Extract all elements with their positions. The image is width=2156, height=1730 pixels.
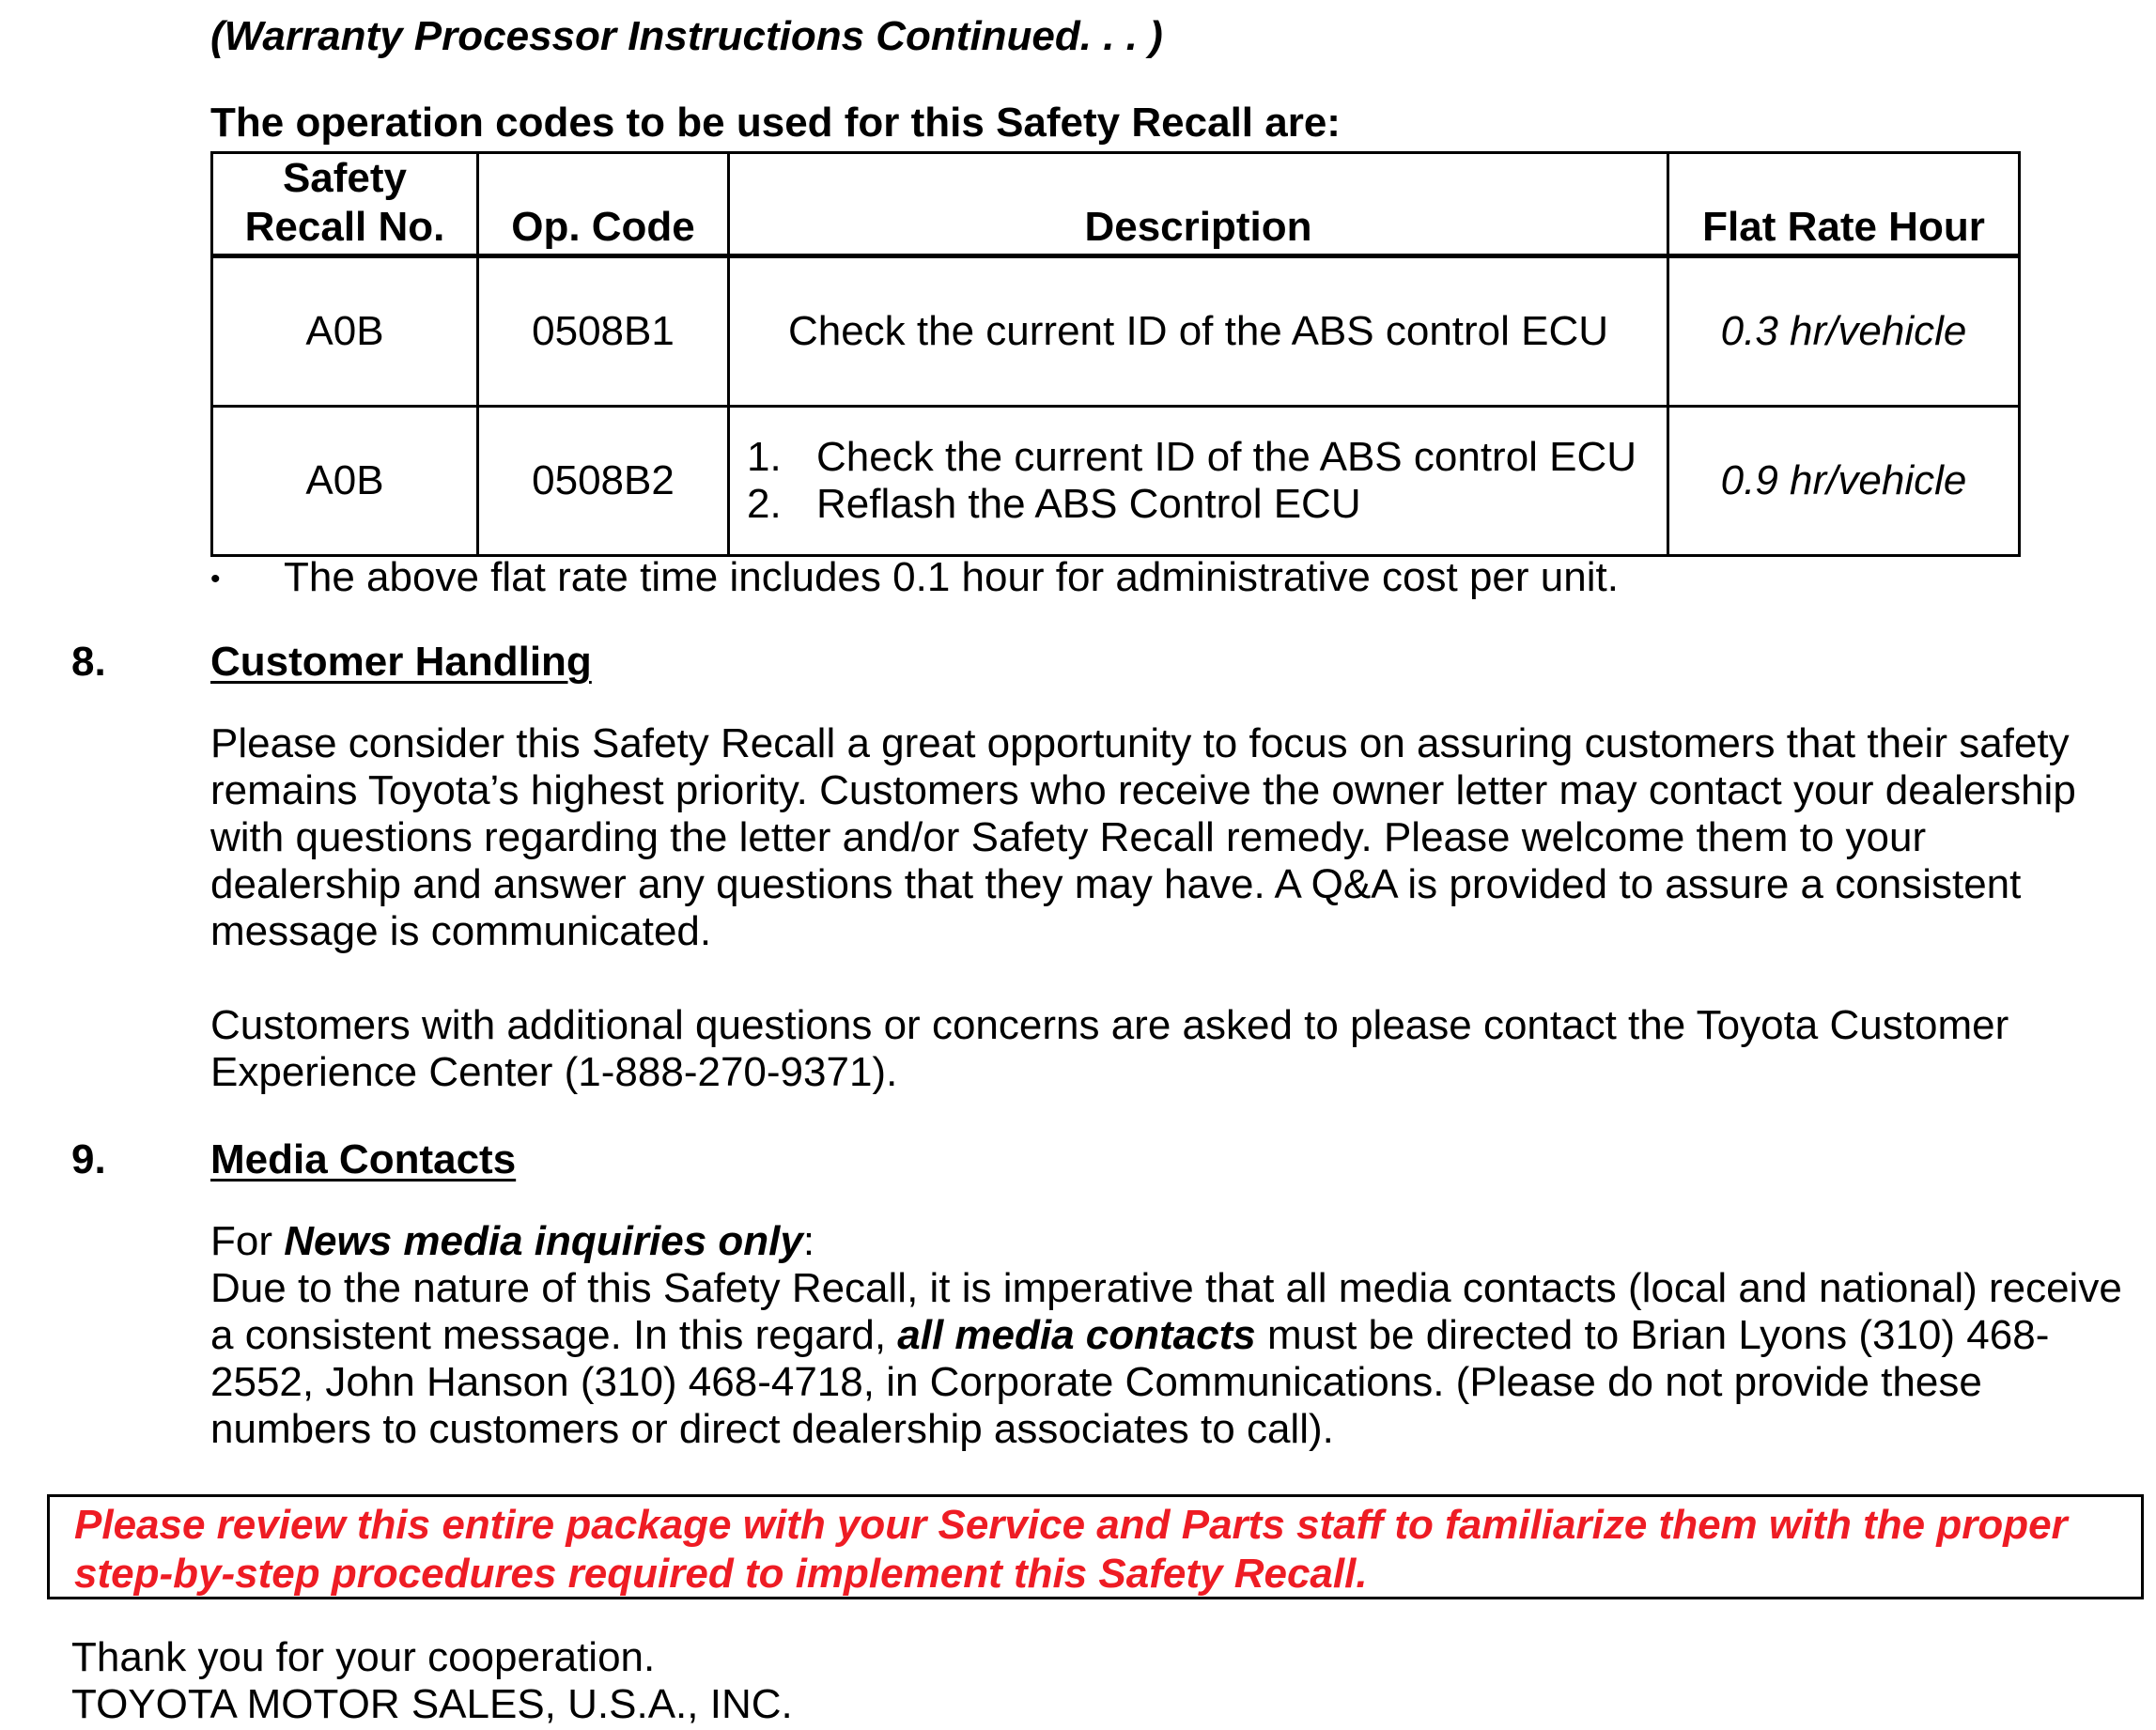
op-code-cell: 0508B1 [478,256,729,407]
section-9-number: 9. [71,1136,106,1182]
media-body-emphasis: all media contacts [897,1312,1256,1358]
step-item [747,434,1667,481]
recall-header-line2: Recall No. [244,204,445,250]
description-cell: Check the current ID of the ABS control ECU [729,256,1668,407]
op-code-cell: 0508B2 [478,407,729,556]
col-header-recall-no [212,153,478,256]
media-lead-prefix: For [210,1218,285,1264]
step-text: Check the current ID of the ABS control ECU [816,434,1637,480]
flat-rate-note-text: The above flat rate time includes 0.1 hour for administrative cost per unit. [284,554,1619,600]
section-8-number: 8. [71,639,106,685]
opcodes-title: The operation codes to be used for this Safety Recall are: [210,100,1341,146]
table-row [212,407,2020,556]
recall-no-cell: A0B [212,407,478,556]
media-body-part1: Due to the nature of this Safety Recall, it is imperative that all media contacts (local and national) receive a consistent message. In this regard, [210,1265,2122,1358]
media-lead-line [210,1218,814,1265]
closing-company: TOYOTA MOTOR SALES, U.S.A., INC. [71,1681,793,1727]
col-header-flat-rate: Flat Rate Hour [1668,153,2020,256]
step-number: 2. [747,481,782,527]
section-8-title: Customer Handling [210,639,592,685]
closing-thanks: Thank you for your cooperation. [71,1634,656,1680]
step-item [747,481,1667,528]
table-header-row [212,153,2020,256]
review-notice-text: Please review this entire package with your Service and Parts staff to familiarize them with the proper step-by-step procedures required to implement this Safety Recall. [74,1502,2068,1597]
media-lead-emphasis: News media inquiries only [284,1218,803,1264]
col-header-op-code: Op. Code [478,153,729,256]
recall-no-cell: A0B [212,256,478,407]
media-contacts-paragraph [210,1265,2122,1453]
col-header-description: Description [729,153,1668,256]
bullet-icon: • [210,564,221,595]
step-number: 1. [747,434,782,480]
section-9-title: Media Contacts [210,1136,517,1182]
step-text: Reflash the ABS Control ECU [816,481,1361,527]
review-notice-box [47,1494,2144,1599]
opcode-table [210,151,2021,557]
recall-header-line1: Safety [282,155,408,201]
continued-heading: (Warranty Processor Instructions Continued. . . ) [210,13,1163,59]
media-lead-suffix: : [802,1218,815,1264]
customer-handling-paragraph: Please consider this Safety Recall a great opportunity to focus on assuring customers that their safety remains Toyota’s highest priority. Customers who receive the owner letter may contact your dealership with questions regarding the letter and/or Safety Recall remedy. Please welcome them to your dealership and answer any questions that they may have. A Q&A is provided to assure a consistent message is communicated. [210,720,2076,954]
closing [71,1634,793,1728]
flat-rate-note [210,554,1619,601]
flat-rate-cell: 0.3 hr/vehicle [1668,256,2020,407]
media-body-part2: must be directed to Brian Lyons (310) 468- 2552, John Hanson (310) 468-4718, in Corporate Communications. (Please do not provide these numbers to customers or direct dealership associates to call). [210,1312,2050,1452]
table-row [212,256,2020,407]
customer-contact-paragraph: Customers with additional questions or concerns are asked to please contact the Toyota Customer Experience Center (1-888-270-9371). [210,1002,2009,1095]
flat-rate-cell: 0.9 hr/vehicle [1668,407,2020,556]
description-cell [729,407,1668,556]
